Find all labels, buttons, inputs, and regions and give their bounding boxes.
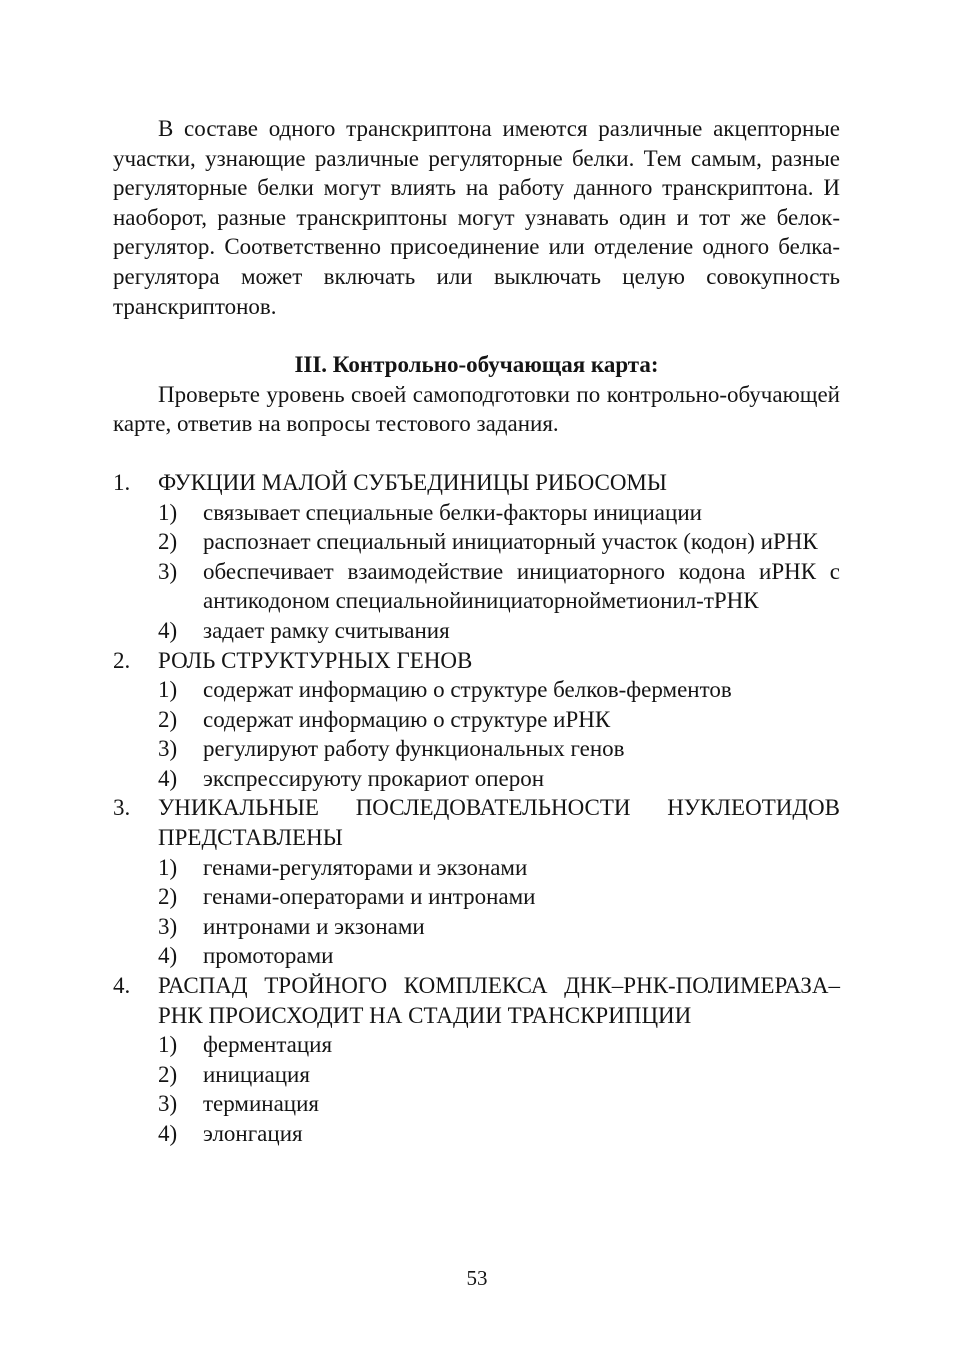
- option-text: терминация: [203, 1091, 319, 1117]
- question-text: [113, 646, 840, 676]
- option-number: 4): [158, 765, 178, 791]
- option-text: ферментация: [203, 1032, 333, 1058]
- option-number: 2): [158, 884, 178, 910]
- option-item: [113, 1089, 840, 1119]
- option-list: [113, 675, 840, 793]
- question-number: 4.: [113, 973, 131, 999]
- option-list: [113, 853, 840, 971]
- question-label: ФУКЦИИ МАЛОЙ СУБЪЕДИНИЦЫ РИБОСОМЫ: [158, 469, 667, 495]
- option-list: [113, 1030, 840, 1148]
- option-text: связывает специальные белки-факторы инициации: [203, 499, 702, 525]
- question-number: 1.: [113, 469, 131, 495]
- question-label: РОЛЬ СТРУКТУРНЫХ ГЕНОВ: [158, 647, 473, 673]
- section-heading: III. Контрольно-обучающая карта:: [294, 352, 659, 378]
- option-text: распознает специальный инициаторный участок (кодон) иРНК: [203, 529, 818, 555]
- question-item: [113, 646, 840, 794]
- option-number: 3): [158, 558, 178, 584]
- option-number: 3): [158, 913, 178, 939]
- option-item: [113, 1060, 840, 1090]
- spacer: [113, 439, 840, 468]
- option-number: 1): [158, 854, 178, 880]
- option-text: интронами и экзонами: [203, 913, 425, 939]
- option-item: [113, 1030, 840, 1060]
- option-number: 2): [158, 529, 178, 555]
- option-text: промоторами: [203, 943, 334, 969]
- question-item: [113, 793, 840, 971]
- option-text: задает рамку считывания: [203, 617, 450, 643]
- option-number: 3): [158, 736, 178, 762]
- option-item: [113, 853, 840, 883]
- question-text: [113, 971, 840, 1030]
- question-text: [113, 793, 840, 852]
- option-text: генами-регуляторами и экзонами: [203, 854, 528, 880]
- option-number: 1): [158, 677, 178, 703]
- page-body: [113, 114, 840, 1149]
- question-list: [113, 468, 840, 1149]
- option-number: 2): [158, 706, 178, 732]
- option-number: 1): [158, 1032, 178, 1058]
- option-number: 4): [158, 943, 178, 969]
- option-item: [113, 882, 840, 912]
- option-text: экспрессируюту прокариот оперон: [203, 765, 545, 791]
- option-number: 2): [158, 1061, 178, 1087]
- question-item: [113, 468, 840, 646]
- option-list: [113, 498, 840, 646]
- option-text: содержат информацию о структуре иРНК: [203, 706, 611, 732]
- option-item: [113, 764, 840, 794]
- spacer: [113, 321, 840, 350]
- question-text: [113, 468, 840, 498]
- option-number: 4): [158, 1121, 178, 1146]
- option-item: [113, 1119, 840, 1149]
- page-number: 53: [466, 1266, 488, 1290]
- option-item: [113, 498, 840, 528]
- option-item: [113, 705, 840, 735]
- option-item: [113, 675, 840, 705]
- option-item: [113, 616, 840, 646]
- question-item: [113, 971, 840, 1149]
- intro-paragraph: В составе одного транскриптона имеются различные акцепторные участки, узнающие различные регуляторные белки. Тем самым, разные регуляторные белки могут влиять на работу данного транскриптона. И наоборот, разные транскриптоны могут узнавать один и тот же белок-регулятор. Соответственно присоединение или отделение одного белка-регулятора может включать или выключать целую совокупность транскриптонов.: [113, 116, 840, 319]
- option-text: инициация: [203, 1061, 310, 1087]
- question-label: РАСПАД ТРОЙНОГО КОМПЛЕКСА ДНК–РНК-ПОЛИМЕРАЗА–РНК ПРОИСХОДИТ НА СТАДИИ ТРАНСКРИПЦИИ: [158, 973, 840, 1028]
- option-item: [113, 557, 840, 616]
- question-label: УНИКАЛЬНЫЕ ПОСЛЕДОВАТЕЛЬНОСТИ НУКЛЕОТИДОВ ПРЕДСТАВЛЕНЫ: [158, 795, 840, 851]
- option-number: 4): [158, 617, 178, 643]
- option-item: [113, 734, 840, 764]
- instruction-paragraph: Проверьте уровень своей самоподготовки по контрольно-обучающей карте, ответив на вопросы тестового задания.: [113, 381, 840, 437]
- option-item: [113, 527, 840, 557]
- option-item: [113, 912, 840, 942]
- option-text: содержат информацию о структуре белков-ферментов: [203, 677, 732, 703]
- option-number: 1): [158, 499, 178, 525]
- option-text: обеспечивает взаимодействие инициаторного кодона иРНК с антикодоном специальнойинициаторнойметионил-тРНК: [203, 558, 840, 614]
- option-text: регулируют работу функциональных генов: [203, 736, 625, 762]
- question-number: 3.: [113, 795, 131, 821]
- option-number: 3): [158, 1091, 178, 1117]
- option-text: элонгация: [203, 1121, 303, 1146]
- question-number: 2.: [113, 647, 131, 673]
- option-item: [113, 941, 840, 971]
- option-text: генами-операторами и интронами: [203, 884, 536, 910]
